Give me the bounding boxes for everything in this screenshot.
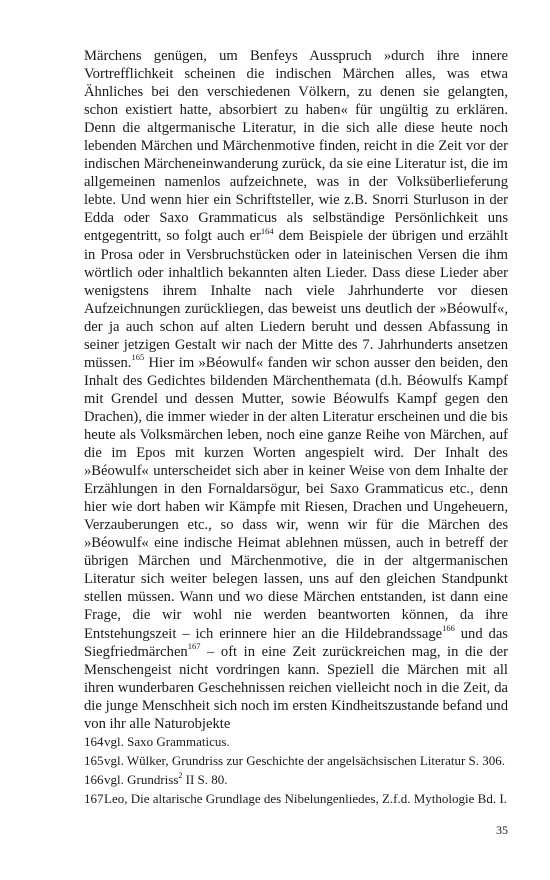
body-text-part-3: Hier im »Béowulf« fanden wir schon ausser den beiden, den Inhalt des Gedichtes bildenden Märchenthemata (d.h. Béowulfs Kampf mit Grendel und dessen Mutter, sowie Béowulfs Kampf gegen den Drachen), die immer wieder in der alten Literatur erscheinen und die bis heute als Volksmärchen leben, noch eine ganze Reihe von Märchen, auf die im Epos mit kurzen Worten angespielt wird. Der Inhalt des »Béowulf« unterscheidet sich aber in keiner Weise von dem Inhalte der Erzählungen in den Fornaldarsögur, bei Saxo Grammaticus etc., denn hier wie dort haben wir Kämpfe mit Riesen, Drachen und Ungeheuern, Verzauberungen etc., so dass wir, wenn wir für die Märchen des »Béowulf« eine indische Heimat ablehnen müssen, auch in betreff der übrigen Märchen und Märchenmotive, die in der altgermanischen Literatur sich weiter belegen lassen, uns auf den gleichen Standpunkt stellen müssen. Wann und wo diese Märchen entstanden, ist dann eine Frage, die wir wohl nie werden beantworten können, da ihre Entstehungszeit – ich erinnere hier an die Hildebrandssage (84, 354, 508, 642)
body-text-part-4: und das Siegfriedmärchen (84, 625, 508, 660)
footnote-text: vgl. Saxo Grammaticus. (104, 734, 230, 749)
footnote-text: vgl. Wülker, Grundriss zur Geschichte der angelsächsischen Literatur S. 306. (104, 753, 506, 768)
page-number: 35 (496, 823, 508, 837)
body-text-part-2: dem Beispiele der übrigen und erzählt in Prosa oder in Versbruchstücken oder in lateinischen Versen die ihm wörtlich oder inhaltlich bekannten alten Lieder. Dass diese Lieder aber wenigstens ihrem Inhalte nach viele Jahrhunderte vor diesen Aufzeichnungen zurückliegen, das beweist uns deutlich der »Béowulf«, der ja auch schon auf alten Liedern beruht und dessen Abfassung in seiner jetzigen Gestalt wir nach der Mitte des 7. Jahrhunderts ansetzen müssen. (84, 228, 509, 371)
footnote-number: 165 (84, 753, 104, 768)
page-body (84, 47, 508, 733)
footnote-number: 166 (84, 772, 104, 787)
footnote-166 (84, 772, 508, 787)
footnote-number: 164 (84, 734, 104, 749)
footnote-167 (84, 791, 508, 806)
footnote-ref-165: 165 (131, 351, 145, 362)
footnote-text: vgl. Grundriss (104, 772, 179, 787)
footnote-165 (84, 753, 508, 768)
footnotes (84, 734, 508, 810)
footnote-text: Leo, Die altarische Grundlage des Nibelungenliedes, Z.f.d. Mythologie Bd. I. (104, 791, 507, 806)
footnote-number: 167 (84, 791, 104, 806)
footnote-ref-166: 166 (442, 622, 455, 633)
edition-superscript: 2 (178, 770, 183, 780)
body-text-part-1: Märchens genügen, um Benfeys Ausspruch »durch ihre innere Vortrefflichkeit scheinen die indischen Märchen alles, was etwa Ähnliches bei den verschiedenen Völkern, zu denen sie gelangten, schon existiert hatte, absorbiert zu haben« für ungültig zu erklären. Denn die altgermanische Literatur, in die sich alle diese heute noch lebenden Märchen und Märchenmotive finden, reicht in die Zeit vor der indischen Märcheneinwanderung zurück, da sie eine Literatur ist, die im allgemeinen namenlos aufzeichnete, was in der Volksüberlieferung lebte. Und wenn hier ein Schriftsteller, wie z.B. Snorri Sturluson in der Edda oder Saxo Grammaticus als selbständige Persönlichkeit uns entgegentritt, so folgt auch er (84, 48, 508, 245)
body-text-part-5: – oft in eine Zeit zurückreichen mag, in die der Menschengeist nicht vordringen kann. Speziell die Märchen mit all ihren wunderbaren Geschehnissen reichen vielleicht noch in die Zeit, da die junge Menschheit sich noch im ersten Kindheitszustande befand und von ihr alle Naturobjekte (84, 643, 508, 732)
body-paragraph (84, 47, 508, 733)
footnote-164 (84, 734, 508, 749)
footnote-text-tail: II S. 80. (182, 772, 228, 787)
footnote-ref-164: 164 (260, 225, 274, 236)
footnote-ref-167: 167 (187, 640, 201, 651)
